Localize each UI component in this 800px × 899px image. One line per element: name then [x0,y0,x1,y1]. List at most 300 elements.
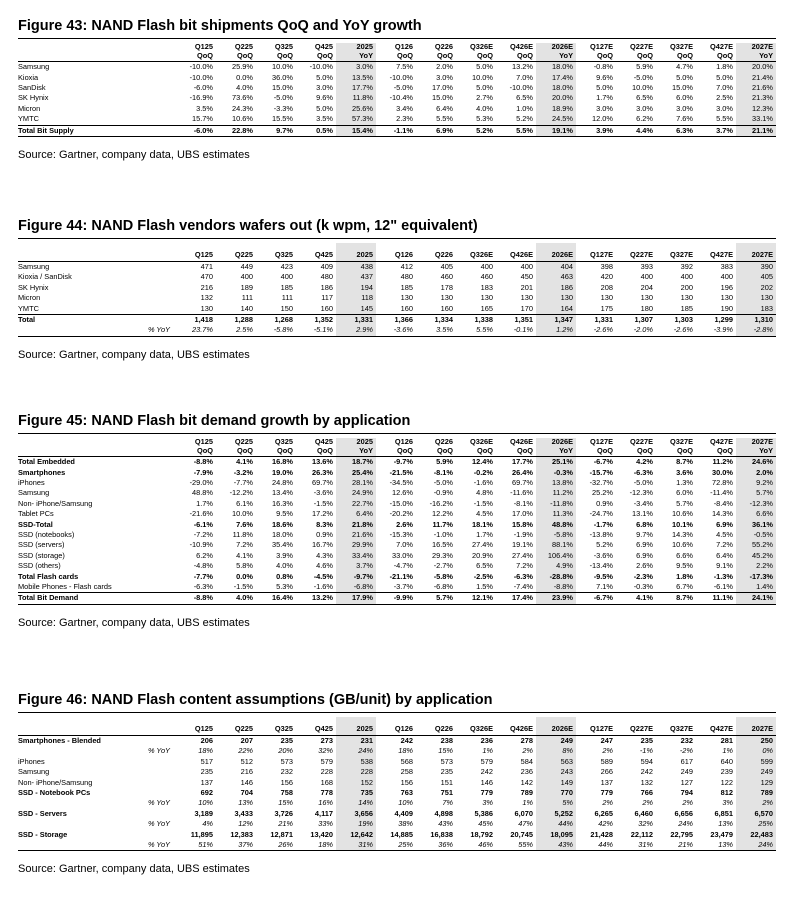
header-corner [18,717,176,736]
table-cell: 3.0% [716,103,733,113]
table-cell: -15.7% [589,467,613,477]
table-cell: 14% [336,798,376,808]
column-header: 2026E [536,243,576,262]
table-cell: 758 [280,788,293,798]
column-header: 2025 YoY [336,438,376,457]
row-label: YMTC [18,303,39,313]
figure-title: Figure 45: NAND Flash bit demand growth by application [18,411,776,434]
table-cell: 16.3% [272,498,293,508]
table-row [18,582,776,593]
table-cell: 207 [240,736,253,745]
table-cell: 5.5% [436,114,453,124]
table-cell: -5.1% [296,325,336,336]
table-cell: -4.5% [313,571,333,581]
table-cell: 17.2% [312,509,333,519]
table-cell: 14.3% [672,530,693,540]
table-cell: 160 [400,303,413,313]
table-row [18,736,776,747]
table-cell: 8.7% [656,593,696,604]
table-cell: 130 [600,293,613,303]
table-cell: -2.7% [433,561,453,571]
table-cell: 8% [536,746,576,756]
table-cell: -2.5% [473,571,493,581]
table-cell: 6.9% [636,540,653,550]
table-cell: 398 [600,262,613,271]
table-cell: 3.0% [636,103,653,113]
row-label: Total [18,315,176,326]
table-cell: 5.9% [436,457,453,467]
table-cell: 470 [200,272,213,282]
table-cell: 31% [616,840,656,851]
table-cell: 130 [720,293,733,303]
table-cell: 437 [336,272,376,282]
table-cell: -5.8% [256,325,296,336]
column-header: Q326E QoQ [456,438,496,457]
table-cell: 6,460 [634,808,653,818]
column-header: Q325 QoQ [256,43,296,62]
table-cell: 573 [280,756,293,766]
row-label: Tablet PCs [18,509,54,519]
table-row [18,778,776,788]
column-header: Q326E [456,243,496,262]
table-cell: 129 [736,778,776,788]
table-cell: -5.8% [433,571,453,581]
table-cell: -12.2% [229,488,253,498]
table-cell: 13.5% [336,73,376,83]
table-cell: -3.9% [696,325,736,336]
table-cell: 6.4% [716,550,733,560]
row-label: SK Hynix [18,93,49,103]
table-cell: -12.3% [736,499,776,509]
table-cell: 36% [416,840,456,851]
figure-44-section [18,216,776,362]
table-cell: 18.6% [272,519,293,529]
table-cell: 258 [400,767,413,777]
figure-table [18,438,776,605]
table-cell: -6.0% [193,83,213,92]
table-cell: 1.5% [476,582,493,592]
table-cell: 24% [736,840,776,851]
table-cell: -13.8% [589,530,613,540]
table-cell: 6,070 [514,808,533,818]
table-cell: 130 [520,293,533,303]
column-header: Q426E [496,717,536,736]
table-cell: 3.9% [276,550,293,560]
table-cell: 5% [536,798,576,808]
table-cell: 0% [736,746,776,756]
table-cell: 42% [598,819,613,829]
table-cell: 563 [536,757,576,767]
table-cell: -3.6% [313,488,333,498]
table-cell: 12.1% [456,593,496,604]
column-header: Q127E QoQ [576,438,616,457]
table-cell: 7.6% [676,114,693,124]
column-header: Q225 QoQ [216,43,256,62]
table-row [18,757,776,767]
table-cell: 383 [720,262,733,271]
table-cell: -1.6% [313,582,333,592]
column-header: 2026E [536,717,576,736]
column-header: Q226 [416,717,456,736]
table-cell: 2.6% [636,561,653,571]
source-note: Source: Gartner, company data, UBS estimates [18,616,250,629]
table-cell: -8.8% [536,582,576,593]
table-cell: 9.2% [736,478,776,488]
table-cell: -0.2% [473,467,493,477]
table-cell: 5.8% [236,561,253,571]
table-cell: 118 [336,293,376,303]
table-cell: 779 [600,788,613,798]
table-cell: -8.8% [193,457,213,467]
column-header: Q126 QoQ [376,43,416,62]
table-cell: 151 [440,777,453,787]
table-cell: 7.5% [396,62,413,72]
table-cell: -11.6% [510,488,533,498]
column-header: 2027E [736,243,776,262]
table-cell: 789 [520,788,533,798]
table-cell: 12,383 [230,829,253,839]
table-cell: -10.0% [189,72,213,82]
table-cell: 812 [720,788,733,798]
table-cell: 1.8% [716,62,733,72]
row-label: Smartphones - Blended [18,736,101,745]
table-cell: 7.0% [516,72,533,82]
table-row [18,262,776,273]
table-cell: 236 [520,767,533,777]
table-row [18,520,776,530]
table-cell: 20.9% [472,550,493,560]
table-cell: 12.4% [472,457,493,467]
column-header: Q127E [576,717,616,736]
table-cell: 33.1% [736,114,776,125]
table-cell: -1.0% [433,530,453,540]
table-cell: 5.2% [596,540,613,550]
table-cell: 6.8% [636,519,653,529]
table-row [18,840,776,851]
table-cell: -10.0% [189,62,213,72]
table-cell: 1.2% [536,325,576,336]
table-cell: 5.0% [316,103,333,113]
table-cell: 4.3% [316,550,333,560]
table-cell: 18.1% [472,519,493,529]
table-cell: 4.9% [536,561,576,571]
column-header: Q226 [416,243,456,262]
table-cell: 16,838 [430,829,453,839]
row-label: SSD (servers) [18,540,65,550]
table-cell: 5.0% [476,62,493,72]
table-cell: 10.6% [232,114,253,124]
figure-table [18,243,776,337]
table-cell: 150 [280,303,293,313]
table-cell: 6.5% [516,93,533,103]
table-cell: 168 [320,777,333,787]
table-cell: -6.3% [633,467,653,477]
table-cell: 183 [736,304,776,315]
column-header: Q126 [376,717,416,736]
table-cell: 47% [518,819,533,829]
table-cell: 12.0% [592,114,613,124]
table-cell: 17.0% [432,83,453,92]
table-cell: 13,420 [310,829,333,839]
table-cell: 9.7% [256,125,296,136]
table-row [18,468,776,478]
table-cell: 0.0% [236,571,253,581]
table-cell: 21.1% [736,125,776,136]
table-cell: 185 [680,303,693,313]
table-cell: 5.5% [456,325,496,336]
table-cell: -7.7% [193,571,213,581]
table-cell: 1.8% [676,571,693,581]
table-cell: 16.5% [432,540,453,550]
table-cell: 28.1% [336,478,376,488]
table-cell: 11.8% [336,93,376,103]
table-cell: -1.1% [376,125,416,136]
table-cell: 3.9% [576,125,616,136]
table-cell: -21.6% [189,509,213,519]
table-cell: -6.7% [576,593,616,604]
table-cell: -2.0% [616,325,656,336]
table-cell: 3,433 [234,808,253,818]
table-cell: 7.0% [396,540,413,550]
table-cell: 13.4% [272,488,293,498]
table-cell: 189 [240,282,253,292]
table-cell: 735 [336,788,376,798]
table-cell: 400 [640,272,653,282]
row-label: % YoY [18,840,176,851]
table-cell: 17.7% [336,83,376,93]
table-cell: 25% [736,819,776,829]
table-cell: -6.1% [193,519,213,529]
table-cell: -2.3% [633,571,653,581]
table-cell: -9.9% [376,593,416,604]
table-cell: 15.7% [192,114,213,124]
column-header: 2027E [736,717,776,736]
table-cell: 16.7% [312,540,333,550]
table-cell: -4.8% [193,561,213,571]
table-cell: 208 [600,282,613,292]
figure-title: Figure 44: NAND Flash vendors wafers out (k wpm, 12" equivalent) [18,216,776,239]
table-row [18,93,776,103]
table-cell: 5,252 [536,809,576,819]
table-cell: 5.7% [676,498,693,508]
table-cell: 579 [480,756,493,766]
table-cell: 249 [680,767,693,777]
table-cell: -29.0% [189,478,213,487]
table-cell: 7.1% [596,582,613,592]
table-cell: -10.4% [389,93,413,103]
table-cell: 117 [321,293,333,303]
table-cell: 45.2% [736,551,776,561]
table-row [18,530,776,540]
table-cell: 30.0% [712,467,733,477]
table-cell: 21.3% [736,93,776,103]
table-cell: 11.1% [696,593,736,604]
table-cell: -1% [639,746,653,756]
table-cell: 243 [536,767,576,777]
table-cell: -12.3% [629,488,653,498]
table-cell: 8.7% [676,457,693,467]
table-cell: 11.7% [432,519,453,529]
table-cell: 11.3% [536,509,576,519]
table-row [18,457,776,468]
source-note: Source: Gartner, company data, UBS estimates [18,348,250,361]
table-cell: 2.6% [396,519,413,529]
row-label: % YoY [18,325,176,336]
table-cell: 2.0% [436,62,453,72]
table-cell: 145 [336,304,376,315]
table-row [18,593,776,604]
row-label: Total Flash cards [18,571,79,581]
table-cell: 4.4% [616,125,656,136]
header-corner [18,438,176,457]
table-cell: -3.3% [273,103,293,113]
table-cell: 2.0% [736,468,776,478]
table-cell: 8.3% [316,519,333,529]
table-cell: 242 [400,736,413,745]
table-cell: 763 [400,788,413,798]
table-cell: 4.5% [476,509,493,519]
table-cell: 249 [536,736,576,747]
table-row [18,478,776,488]
table-cell: 18.0% [536,62,576,73]
table-cell: 568 [400,756,413,766]
table-cell: 15.8% [512,519,533,529]
table-row [18,488,776,498]
table-row [18,499,776,509]
table-cell: 6,656 [674,808,693,818]
table-cell: 21% [278,819,293,829]
source-note: Source: Gartner, company data, UBS estimates [18,149,250,162]
table-cell: 6.3% [656,125,696,136]
table-cell: 228 [320,767,333,777]
table-cell: 51% [176,840,216,851]
table-cell: 3,189 [194,808,213,818]
table-cell: 7% [442,798,453,808]
column-header: Q226 QoQ [416,43,456,62]
table-cell: -20.2% [389,509,413,519]
table-cell: 4.0% [216,593,256,604]
figure-45-section [18,411,776,630]
table-cell: 206 [200,736,213,745]
table-cell: 3.0% [436,72,453,82]
column-header: Q427E QoQ [696,438,736,457]
table-cell: 238 [440,736,453,745]
table-cell: 423 [280,262,293,271]
table-cell: -21.1% [389,571,413,581]
table-cell: 471 [200,262,213,271]
table-cell: 23.9% [536,593,576,604]
table-cell: 0.9% [316,530,333,540]
column-header: Q127E QoQ [576,43,616,62]
table-cell: 216 [200,282,213,292]
table-cell: 9.1% [716,561,733,571]
table-cell: 617 [680,756,693,766]
table-cell: -21.5% [389,467,413,477]
column-header: Q127E [576,243,616,262]
table-cell: 146 [240,777,253,787]
table-cell: 178 [440,282,453,292]
table-cell: 194 [336,283,376,293]
table-cell: 200 [680,282,693,292]
table-cell: 130 [480,293,493,303]
table-cell: 26.4% [512,467,533,477]
table-cell: 789 [736,788,776,798]
table-cell: 4,409 [394,808,413,818]
table-cell: 183 [480,282,493,292]
row-label: Samsung [18,262,50,271]
table-cell: 6,851 [714,808,733,818]
table-cell: -8.4% [713,498,733,508]
table-cell: 164 [536,304,576,315]
table-cell: -6.1% [713,582,733,592]
table-cell: 127 [680,777,693,787]
row-label: SSD - Servers [18,808,67,818]
table-cell: 33% [318,819,333,829]
table-cell: 3.4% [396,103,413,113]
table-cell: 242 [640,767,653,777]
table-cell: 235 [280,736,293,745]
row-label: Total Bit Demand [18,593,176,604]
table-cell: 13.2% [512,62,533,72]
column-header: Q126 [376,243,416,262]
table-cell: 6.5% [636,93,653,103]
table-cell: 17.9% [336,593,376,604]
column-header: Q325 [256,243,296,262]
table-cell: 2% [522,746,533,756]
table-cell: 9.6% [316,93,333,103]
table-cell: 185 [280,282,293,292]
table-cell: 16.4% [256,593,296,604]
table-cell: -5.0% [433,478,453,487]
table-row [18,272,776,282]
table-cell: 170 [520,303,533,313]
table-cell: -7.7% [233,478,253,487]
table-cell: 242 [480,767,493,777]
table-cell: -6.8% [336,582,376,593]
table-cell: 130 [200,303,213,313]
table-cell: 3.0% [336,62,376,73]
table-cell: 1,366 [376,315,416,326]
row-label: Total Bit Supply [18,125,176,136]
table-row [18,62,776,73]
table-cell: 156 [280,777,293,787]
table-cell: 6.9% [716,519,733,529]
table-cell: 14,885 [390,829,413,839]
table-cell: 463 [536,272,576,282]
table-cell: 5.2% [516,114,533,124]
table-cell: 204 [640,282,653,292]
table-cell: 130 [440,293,453,303]
table-cell: 766 [640,788,653,798]
table-cell: 250 [736,736,776,747]
table-cell: 186 [536,283,576,293]
table-cell: 9.7% [636,530,653,540]
table-cell: -1.3% [713,571,733,581]
table-cell: 12,642 [336,830,376,840]
table-cell: 180 [640,303,653,313]
table-cell: -2% [679,746,693,756]
table-cell: 18.0% [272,530,293,540]
table-row [18,746,776,756]
table-cell: 18.0% [536,83,576,93]
table-cell: 11,895 [190,829,213,839]
table-cell: 33.4% [336,551,376,561]
table-cell: 3.5% [196,103,213,113]
row-label: SSD (notebooks) [18,530,75,540]
table-cell: 2.5% [216,325,256,336]
figure-title: Figure 43: NAND Flash bit shipments QoQ and YoY growth [18,16,776,39]
table-cell: 236 [480,736,493,745]
